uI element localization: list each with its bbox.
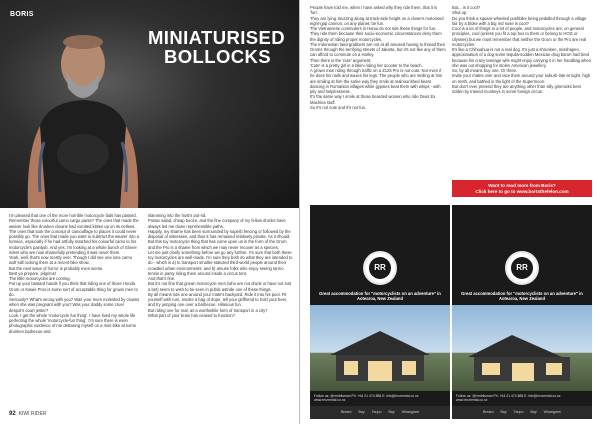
advertisement[interactable] xyxy=(310,205,450,419)
ad-contact: Follow us: @rrrnblisman Ph: +64 21 474 885 E: info@rrnzrental.co.nz www.rrnzrental.co.nz xyxy=(314,394,419,403)
house-photo xyxy=(310,305,450,391)
paragraph: But don't ever pretend they are anything other than silly gimmicks best ridden by trained monkeys in some foreign circus. xyxy=(452,83,581,94)
banner-line-1: Want to read more from Boris? xyxy=(488,183,556,188)
paragraph: But the next wave of horror is probably even worse. xyxy=(9,265,104,271)
paragraph: They are lying. Buzzing along at track-side height on a clown's motorised eight-gap cannon, on any planet, be fun. xyxy=(310,15,444,26)
ad-locations: Bream Bay Taupo Bay Whangarei xyxy=(310,406,450,419)
paragraph: It's like a Chihuahua is not a real dog. It's just a shrunken, misshapen, approximation of a dog some tequila-sodden Mexican drug baron had bred because his crazy teenage wife might enjoy carrying it in her handbag when she was out shopping for stolen American jewellery. xyxy=(452,47,592,68)
paragraph: But it's not fine that grown motorcycle men (who are not drunk or have not lost a bet) seem to wish to be seen in public astride one of these things. xyxy=(148,281,292,292)
paragraph: Remember those colourful camo cargo pants? The ones that made the wearer look like drunken clowns had vomited kitties up on its netless. The ones that took the concept of camouflage to places it could never possibly go. The ones that made you want to subtract the wearer into a furnace, especially if he had artfully matched his colourful camo to his motorcycle's paintjob. And yes, I'm looking at a whole bunch of Glover riders who are now shamefully pretending it was never them. xyxy=(9,218,139,255)
paragraph: But this toy motorcycle thing that has come upon us in the form of the Grom and the Pro is a shame from which we may never recover as a species. xyxy=(148,239,287,250)
paragraph: Shut up. xyxy=(452,10,468,16)
right-column-1 xyxy=(310,5,446,201)
paragraph: Do you think a square-wheeled pushbike being pedalled through a village fair by a bloke with a big red nose is cool? xyxy=(452,15,587,26)
paragraph: slamming into the host's pot-rid. xyxy=(148,213,207,218)
left-column-2 xyxy=(148,213,293,409)
paragraph: Then there is the 'cute' argument. xyxy=(310,57,372,63)
paragraph: But riding one for real, as a worthwhile form of transport in a city? xyxy=(148,307,268,313)
paragraph: So, by all means buy one. Or three. xyxy=(452,68,518,73)
paragraph: Put up your bastard hands if you think that riding one of those Honda Grom or Kawie Pros is some sort of acceptable thing for grown men to do. xyxy=(9,281,138,297)
author-photo xyxy=(18,22,148,208)
ad-contact: Follow us: @rrrnblisman Ph: +64 21 474 885 E: info@rrnzrental.co.nz www.rrnzrental.co.nz xyxy=(456,394,561,403)
ad-tagline: Great accommodation for "motorcyclists on an adventure" in Aotearoa, New Zealand xyxy=(319,291,441,302)
paragraph: It's the same way I smile at those bearded women who ride Deus Ex Machina stuff. xyxy=(310,94,436,105)
title-line-1: MINIATURISED xyxy=(148,27,286,48)
paragraph: And that's fine. xyxy=(148,276,176,281)
right-column-2 xyxy=(452,5,592,177)
hero-photo xyxy=(0,0,300,208)
left-column-1 xyxy=(9,213,140,409)
ad-locations: Bream Bay Taupo Bay Whangarei xyxy=(452,406,592,419)
logo-text: RR xyxy=(369,257,391,279)
paragraph: Yeah, well, that's now mostly over. Though I did see one lone camo wolf still rocking them at a recent bike show. xyxy=(9,255,133,266)
paragraph: Seriously? What's wrong with you? Was your mum molested by clowns when she was pregnant with you? Was your daddy some cruel despot's court jester? xyxy=(9,297,140,313)
paragraph: The Vietnamese commuters in Hanoi do not ride these things for fun. They ride them because their socio-economic circumstances deny them the dignity of riding proper motorcycles. xyxy=(310,26,442,42)
section-tag: BORIS xyxy=(10,11,34,18)
paragraph: A grown man riding through traffic on a Z125 Pro is not cute. Not even if he does his nails and waxes his legs. The people who are smiling at him are smiling at him the same way they smile at malnourished bears dancing in Romanian villages while gypsies beat them with whips - with pity and helplessness. xyxy=(310,68,443,94)
logo-text: RR xyxy=(511,257,533,279)
paragraph: I'm pleased that one of the more horrible motorcycle fads has passed. xyxy=(9,213,137,218)
page-number: 92 xyxy=(9,411,16,417)
right-page xyxy=(300,0,600,424)
paragraph: People have told me, when I have asked why they ride them, that it is 'fun'. xyxy=(310,5,438,16)
paragraph: Invite your mates over and race them around your suburb late at night, high on meth, and bathed in the light of the Supermoon. xyxy=(452,73,591,84)
page-footer xyxy=(9,411,46,417)
paragraph: Happily, my shame has been surrounded by superb fencing or followed by the disposal of witnesses, and thus it has remained relatively private. As it should. xyxy=(148,228,291,239)
paragraph: Cool is a lot of things to a lot of people, and motorcycles are, on general principles, cool (unless you fit a top box to them or belong to HOG or Ulysses) but we must remember that neither the Grom or the Pro are real motorcycles. xyxy=(452,26,587,47)
paragraph: 'Cute' is a pretty girl in a bikini riding her scooter to the beach. xyxy=(310,62,423,68)
paragraph: What part of your brain has ceased to function? xyxy=(148,312,236,318)
rr-logo-icon xyxy=(363,251,397,285)
article-title xyxy=(148,28,298,66)
rr-logo-icon xyxy=(505,251,539,285)
read-more-banner[interactable] xyxy=(452,180,592,197)
paragraph: Best ya prepare, pilgrims! xyxy=(9,270,56,276)
paragraph: But... is it cool? xyxy=(452,5,481,10)
paragraph: The little motorcycles are coming. xyxy=(9,276,71,281)
house-photo xyxy=(452,305,592,391)
title-line-2: BOLLOCKS xyxy=(164,46,272,67)
advertisement[interactable] xyxy=(452,205,592,419)
paragraph: By all means ride one around your mate's backyard. Ride it into his pool. Fit yourself with rum, smoke a bag of dope, tell your girlfriend to hold your beer, and try jumping one over a barbecue. Hilarious fun. xyxy=(148,291,288,308)
paragraph: Potato salad, cheap booze, and the fine company of my fellow drunks have always led me down reprehensible paths. xyxy=(148,218,286,229)
paragraph: Let me just clarify something before we go any further. I'm sure that both these toy motorcycles are well-made. I'm sure they both do what they are intended to do - which is a) to transport smaller-statured third-world people around their crowded urban environments; and b) amuse folks who enjoy seeing tarmo tennis in panty riding them around inside a circus tent. xyxy=(148,249,293,276)
banner-link[interactable]: Click here to go to www.bortsthefelon.com xyxy=(475,188,569,194)
ad-tagline: Great accommodation for "motorcyclists on an adventure" in Aotearoa, New Zealand xyxy=(461,291,583,302)
magazine-name: KIWI RIDER xyxy=(18,411,47,417)
paragraph: Look, I get the whole 'motorcycle fun thing'. I have lived my whole life perfecting the whole 'motorcycle-fun thing'. I'm sure there is even photographic evidence of me debasing myself on a mini-bike at some drunken barbecue and xyxy=(9,312,137,334)
paragraph: The Indonesian land-grabbers are not at all amused having to thread their Groms through the terrifying streets of Jakarta, but it's not like any of them can afford to commute on a Harley. xyxy=(310,41,446,58)
paragraph: So it's not cute and it's not fun. xyxy=(310,104,367,110)
